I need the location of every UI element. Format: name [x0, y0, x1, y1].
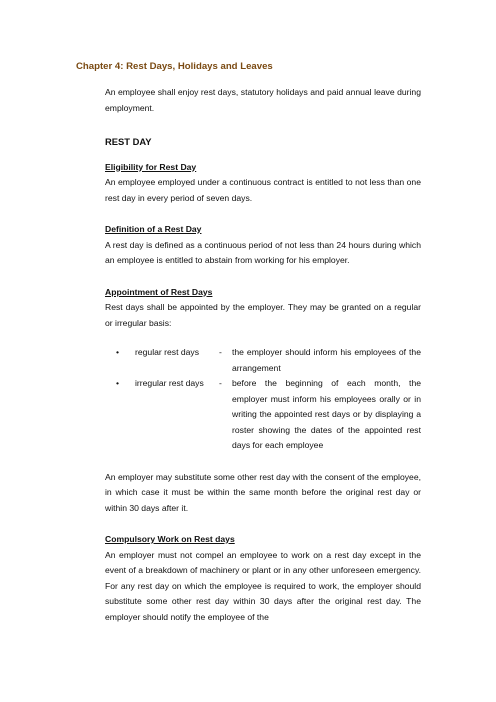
- section-title: REST DAY: [105, 136, 152, 147]
- eligibility-heading: Eligibility for Rest Day: [105, 161, 197, 172]
- rest-day-types-list: [105, 345, 421, 454]
- list-item-definition: the employer should inform his employees of the arrangement: [232, 347, 421, 373]
- bullet-icon: •: [116, 347, 120, 357]
- intro-paragraph: An employee shall enjoy rest days, statutory holidays and paid annual leave during employment.: [105, 87, 421, 113]
- list-item-term: irregular rest days: [135, 378, 204, 388]
- list-item-term: regular rest days: [135, 347, 200, 357]
- list-item-dash: -: [219, 347, 222, 357]
- list-item: [105, 376, 421, 454]
- list-item: [105, 345, 421, 376]
- appointment-heading: Appointment of Rest Days: [105, 286, 213, 297]
- substitute-paragraph: An employer may substitute some other rest day with the consent of the employee, in which case it must be within the same month before the original rest day or within 30 days after it.: [105, 471, 421, 513]
- list-item-dash: -: [219, 378, 222, 388]
- bullet-icon: •: [116, 378, 120, 388]
- document-body: [105, 85, 421, 625]
- list-item-definition: before the beginning of each month, the employer must inform his employees orally or in writing the appointed rest days or by displaying a roster showing the dates of the appointed rest days for each employee: [232, 378, 421, 450]
- chapter-title: Chapter 4: Rest Days, Holidays and Leaves: [76, 61, 273, 72]
- definition-paragraph: A rest day is defined as a continuous period of not less than 24 hours during which an employee is entitled to abstain from working for his employer.: [105, 239, 421, 265]
- compulsory-heading: Compulsory Work on Rest days: [105, 534, 235, 544]
- definition-heading: Definition of a Rest Day: [105, 224, 202, 234]
- eligibility-paragraph: An employee employed under a continuous contract is entitled to not less than one rest day in every period of seven days.: [105, 177, 421, 203]
- compulsory-paragraph: An employer must not compel an employee to work on a rest day except in the event of a breakdown of machinery or plant or in any other unforeseen emergency. For any rest day on which the employee is required to work, the employer should substitute some other rest day within 30 days after the original rest day. The employer should notify the employee of the: [105, 549, 421, 622]
- appointment-paragraph: Rest days shall be appointed by the employer. They may be granted on a regular or irregular basis:: [105, 302, 421, 328]
